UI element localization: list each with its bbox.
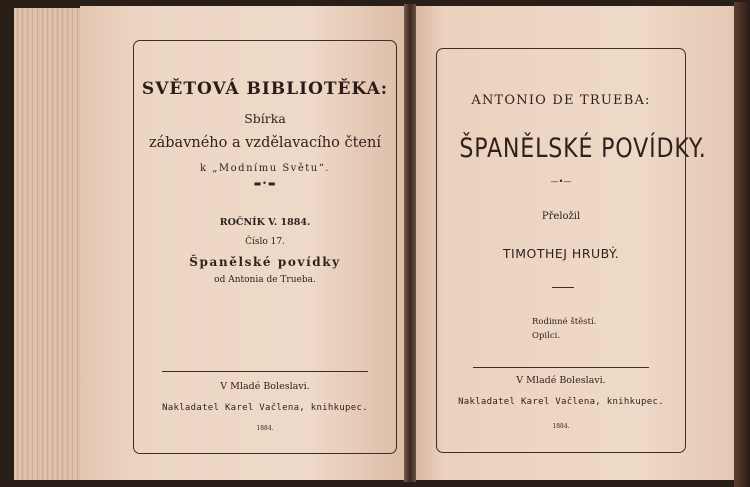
story-title: Opilci. [532,331,561,341]
publication-place: V Mladé Boleslavi. [220,381,310,392]
short-rule [552,287,574,288]
story-title: Rodinné štěstí. [532,317,597,327]
ornament-divider: ▬•▬ [253,179,277,188]
rule-divider [162,371,368,372]
author-heading: ANTONIO DE TRUEBA: [471,93,651,108]
author-credit: od Antonia de Trueba. [214,275,316,285]
publisher-line: Nakladatel Karel Vačlena, knihkupec. [162,403,368,413]
publication-year: 1884. [256,425,274,432]
left-title-frame [133,40,397,454]
publication-year: 1884. [552,423,570,430]
supplement-label: k „Modnímu Světu“. [200,163,330,174]
publisher-line: Nakladatel Karel Vačlena, knihkupec. [458,397,664,407]
publication-place: V Mladé Boleslavi. [516,375,606,386]
series-title: SVĚTOVÁ BIBLIOTĚKA: [141,79,389,99]
translator-name: TIMOTHEJ HRUBÝ. [502,246,620,261]
translated-by-label: Přeložil [541,211,581,222]
ornament-divider: —•— [550,177,572,186]
collection-label: Sbírka [244,111,286,126]
collection-subtitle: zábavného a vzdělavacího čtení [148,135,381,151]
main-title: ŠPANĚLSKÉ POVÍDKY. [459,133,707,164]
volume-label: ROČNÍK V. 1884. [219,217,311,228]
rule-divider [473,367,649,368]
book-cover-edge [734,2,750,487]
book-gutter [404,4,416,482]
issue-label: Číslo 17. [245,237,285,247]
page-edges [14,8,84,480]
right-title-frame [436,48,707,453]
book-title: Španělské povídky [189,255,341,269]
